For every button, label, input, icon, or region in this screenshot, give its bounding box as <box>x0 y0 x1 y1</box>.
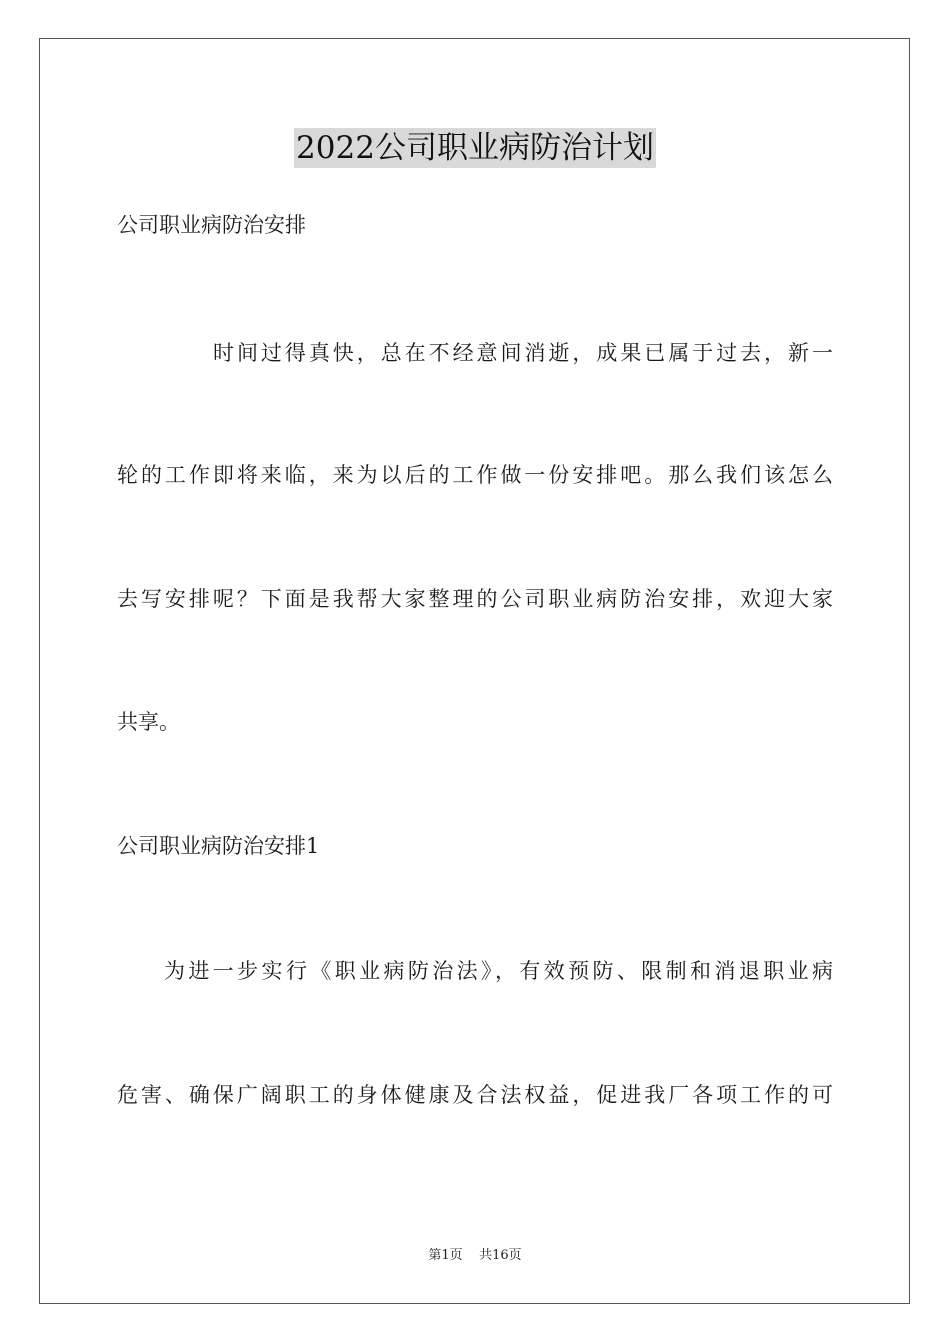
section-heading: 公司职业病防治安排1 <box>117 834 320 858</box>
paragraph-line: 危害、确保广阔职工的身体健康及合法权益，促进我厂各项工作的可 <box>117 1083 833 1107</box>
paragraph-line: 去写安排呢？下面是我帮大家整理的公司职业病防治安排，欢迎大家 <box>117 587 833 611</box>
subtitle: 公司职业病防治安排 <box>117 213 306 237</box>
paragraph-line: 为进一步实行《职业病防治法》，有效预防、限制和消退职业病 <box>164 959 833 983</box>
page-number: 第1页 <box>428 1248 463 1263</box>
page-total: 共16页 <box>479 1248 522 1263</box>
paragraph-line: 共享。 <box>117 710 180 734</box>
page-footer <box>0 1247 950 1265</box>
paragraph-line: 时间过得真快，总在不经意间消逝，成果已属于过去，新一 <box>213 341 833 365</box>
document-title: 2022公司职业病防治计划 <box>296 130 654 166</box>
title-container <box>0 128 950 168</box>
paragraph-line: 轮的工作即将来临，来为以后的工作做一份安排吧。那么我们该怎么 <box>117 463 833 487</box>
